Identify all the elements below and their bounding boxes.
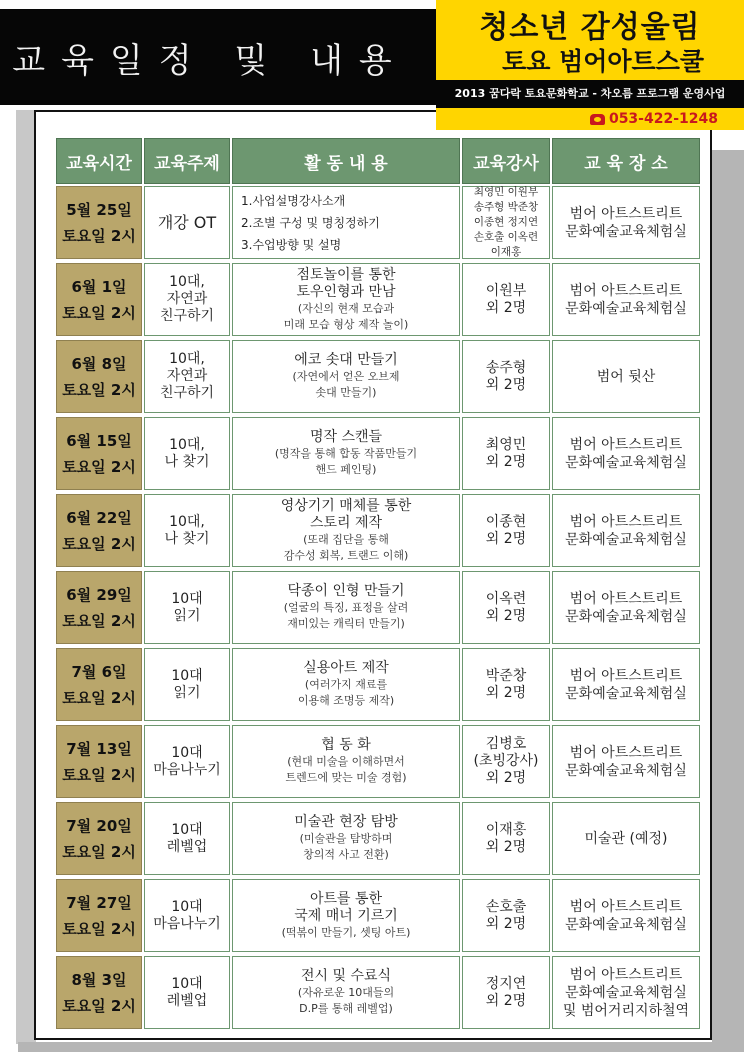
activity-description: 솟대 만들기) (315, 386, 377, 399)
activity-title: 에코 솟대 만들기 (294, 352, 398, 368)
activity-cell (232, 417, 460, 490)
time-cell (56, 186, 142, 259)
instructor-name: 외 2명 (485, 915, 527, 932)
theme-text: 10대 (171, 898, 203, 915)
theme-text: 10대, (169, 351, 205, 367)
theme-text: 10대 (171, 744, 203, 761)
session-date: 6월 8일 (71, 354, 127, 373)
instructor-name: 이옥련 (485, 590, 527, 607)
time-cell (56, 494, 142, 567)
activity-cell (232, 571, 460, 644)
place-text: 범어 아트스트리트 (569, 282, 683, 299)
brand-box (436, 0, 744, 130)
activity-description: (자연에서 얻은 오브제 (292, 370, 400, 383)
place-cell (552, 186, 700, 259)
table-header (56, 138, 700, 186)
instructor-name: 외 2명 (485, 992, 527, 1009)
theme-text: 마음나누기 (153, 761, 221, 778)
place-cell (552, 802, 700, 875)
theme-text: 읽기 (173, 684, 201, 701)
place-text: 문화예술교육체험실 (565, 223, 687, 240)
session-date: 6월 15일 (66, 431, 132, 450)
card-shadow-bottom (18, 1042, 738, 1052)
instructor-cell (462, 571, 550, 644)
activity-cell (232, 263, 460, 336)
place-text: 범어 아트스트리트 (569, 667, 683, 684)
header-time: 교육시간 (56, 138, 142, 184)
activity-description: (자신의 현재 모습과 (297, 301, 395, 315)
instructor-name: 외 2명 (485, 684, 527, 701)
session-date: 7월 27일 (66, 893, 132, 912)
instructor-name: 이종현 정지연 (473, 216, 539, 228)
activity-item: 2.조별 구성 및 명칭정하기 (241, 215, 380, 230)
instructor-cell (462, 186, 550, 259)
instructor-name: 최영민 (485, 436, 527, 453)
brand-title: 청소년 감성울림 (479, 10, 701, 45)
activity-description: (명작을 통해 합동 작품만들기 (274, 447, 418, 460)
place-cell (552, 263, 700, 336)
session-time: 토요일 2시 (62, 303, 136, 322)
place-text: 문화예술교육체험실 (565, 685, 687, 702)
theme-cell (144, 186, 230, 259)
session-time: 토요일 2시 (62, 765, 136, 784)
session-time: 토요일 2시 (62, 380, 136, 399)
place-text: 문화예술교육체험실 (565, 916, 687, 933)
table-row (56, 417, 700, 490)
theme-cell (144, 417, 230, 490)
session-time: 토요일 2시 (62, 842, 136, 861)
activity-description: (또래 집단을 통해 (303, 532, 389, 546)
instructor-name: 최영민 이원부 (473, 186, 539, 198)
instructor-cell (462, 648, 550, 721)
theme-cell (144, 725, 230, 798)
session-time: 토요일 2시 (62, 919, 136, 938)
instructor-name: 이종현 (485, 513, 527, 530)
activity-cell (232, 340, 460, 413)
header-instructor: 교육강사 (462, 138, 550, 184)
theme-text: 친구하기 (159, 385, 215, 401)
instructor-name: 외 2명 (485, 770, 527, 786)
card-shadow-right (712, 150, 744, 1052)
activity-title: 협 동 화 (321, 737, 371, 753)
activity-item: 1.사업설명강사소개 (241, 193, 346, 208)
time-cell (56, 802, 142, 875)
activity-description: 미래 모습 형상 제작 놀이) (283, 317, 409, 331)
theme-text: 자연과 (166, 291, 208, 307)
session-date: 7월 6일 (71, 662, 127, 681)
theme-text: 10대 (171, 975, 203, 992)
activity-description: (현대 미술을 이해하면서 (287, 755, 405, 768)
place-text: 범어 아트스트리트 (569, 966, 683, 983)
activity-title: 미술관 현장 탐방 (294, 814, 398, 830)
instructor-name: 송주형 박준창 (473, 201, 539, 213)
instructor-cell (462, 263, 550, 336)
session-date: 7월 13일 (66, 739, 132, 758)
session-date: 6월 1일 (71, 277, 127, 296)
instructor-name: 이원부 (485, 282, 527, 299)
theme-text: 친구하기 (159, 308, 215, 324)
session-date: 8월 3일 (71, 970, 127, 989)
instructor-name: 손호출 이옥련 (473, 231, 539, 243)
place-text: 문화예술교육체험실 (565, 454, 687, 471)
theme-text: 10대, (169, 436, 205, 453)
table-row (56, 879, 700, 952)
place-cell (552, 648, 700, 721)
activity-title: 명작 스캔들 (309, 429, 383, 445)
theme-text: 읽기 (173, 607, 201, 624)
session-date: 5월 25일 (66, 200, 132, 219)
place-text: 문화예술교육체험실 (565, 762, 687, 779)
instructor-name: 외 2명 (485, 376, 527, 393)
theme-cell (144, 571, 230, 644)
phone-text: 053-422-1248 (608, 111, 718, 127)
theme-text: 나 찾기 (164, 453, 210, 470)
place-cell (552, 494, 700, 567)
activity-cell (232, 879, 460, 952)
activity-description: (자유로운 10대들의 (297, 986, 395, 999)
time-cell (56, 340, 142, 413)
instructor-name: 송주형 (485, 359, 527, 376)
theme-text: 나 찾기 (164, 530, 210, 547)
instructor-cell (462, 879, 550, 952)
place-cell (552, 417, 700, 490)
activity-title: 점토놀이를 통한 (296, 266, 396, 283)
table-row (56, 725, 700, 798)
place-text: 및 범어거리지하철역 (562, 1002, 690, 1019)
theme-cell (144, 263, 230, 336)
activity-description: 재미있는 캐릭터 만들기) (287, 617, 405, 630)
session-time: 토요일 2시 (62, 688, 136, 707)
activity-cell (232, 802, 460, 875)
activity-cell (232, 186, 460, 259)
place-text: 범어 아트스트리트 (569, 590, 683, 607)
activity-title: 닥종이 인형 만들기 (287, 583, 405, 599)
activity-description: D.P를 통해 레벨업) (299, 1002, 393, 1015)
session-date: 6월 22일 (66, 508, 132, 527)
theme-text: 자연과 (166, 368, 208, 384)
header-theme: 교육주제 (144, 138, 230, 184)
time-cell (56, 263, 142, 336)
table-row (56, 648, 700, 721)
activity-title: 토우인형과 만남 (296, 283, 396, 300)
theme-text: 10대, (169, 513, 205, 530)
instructor-cell (462, 956, 550, 1029)
theme-text: 마음나누기 (153, 915, 221, 932)
activity-description: 창의적 사고 전환) (303, 848, 389, 861)
activity-title: 영상기기 매체를 통한 (280, 497, 412, 514)
table-row (56, 186, 700, 259)
instructor-name: 정지연 (485, 975, 527, 992)
instructor-name: 박준창 (485, 667, 527, 684)
program-strip: 2013 꿈다락 토요문화학교 - 차오름 프로그램 운영사업 (436, 80, 744, 108)
place-text: 범어 아트스트리트 (569, 513, 683, 530)
time-cell (56, 956, 142, 1029)
instructor-cell (462, 340, 550, 413)
title-banner (0, 9, 440, 105)
theme-cell (144, 879, 230, 952)
theme-cell (144, 956, 230, 1029)
activity-title: 실용아트 제작 (303, 660, 389, 676)
instructor-name: (초빙강사) (473, 753, 539, 769)
session-time: 토요일 2시 (62, 226, 136, 245)
theme-text: 10대 (171, 667, 203, 684)
theme-text: 10대 (171, 590, 203, 607)
page-title: 교육일정 및 내용 (12, 40, 408, 81)
activity-cell (232, 725, 460, 798)
activity-description: 핸드 페인팅) (315, 463, 377, 476)
telephone-icon (590, 114, 605, 125)
card-top-border (34, 110, 436, 112)
theme-text: 10대 (171, 821, 203, 838)
place-text: 문화예술교육체험실 (565, 608, 687, 625)
instructor-name: 외 2명 (485, 530, 527, 547)
time-cell (56, 417, 142, 490)
instructor-cell (462, 494, 550, 567)
phone-number (590, 109, 718, 129)
activity-item: 3.수업방향 및 설명 (241, 237, 342, 252)
activity-title: 국제 매너 기르기 (294, 907, 398, 924)
activity-cell (232, 494, 460, 567)
table-row (56, 571, 700, 644)
activity-title: 전시 및 수료식 (300, 968, 392, 984)
place-text: 범어 뒷산 (596, 368, 656, 385)
time-cell (56, 571, 142, 644)
session-time: 토요일 2시 (62, 996, 136, 1015)
session-time: 토요일 2시 (62, 534, 136, 553)
activity-description: 트렌드에 맞는 미술 경험) (285, 771, 407, 784)
header-activity: 활 동 내 용 (232, 138, 460, 184)
theme-cell (144, 802, 230, 875)
activity-description: (미술관을 탐방하며 (299, 832, 393, 845)
activity-description: (얼굴의 특징, 표정을 살려 (283, 601, 409, 614)
table-row (56, 340, 700, 413)
instructor-cell (462, 802, 550, 875)
instructor-name: 이재홍 (485, 821, 527, 838)
time-cell (56, 879, 142, 952)
place-text: 범어 아트스트리트 (569, 436, 683, 453)
session-date: 6월 29일 (66, 585, 132, 604)
instructor-cell (462, 725, 550, 798)
place-text: 문화예술교육체험실 (565, 300, 687, 317)
time-cell (56, 725, 142, 798)
theme-text: 10대, (169, 274, 205, 290)
place-text: 범어 아트스트리트 (569, 205, 683, 222)
theme-text: 레벨업 (166, 992, 208, 1009)
header-place: 교 육 장 소 (552, 138, 700, 184)
instructor-name: 외 2명 (485, 607, 527, 624)
place-text: 범어 아트스트리트 (569, 744, 683, 761)
activity-cell (232, 956, 460, 1029)
place-text: 문화예술교육체험실 (565, 984, 687, 1001)
activity-description: 감수성 회복, 트랜드 이해) (283, 548, 409, 562)
session-time: 토요일 2시 (62, 457, 136, 476)
card-shadow-left (16, 110, 36, 1044)
place-cell (552, 340, 700, 413)
theme-cell (144, 494, 230, 567)
activity-title: 아트를 통한 (309, 890, 383, 907)
theme-cell (144, 340, 230, 413)
instructor-name: 김병호 (485, 736, 527, 752)
place-text: 미술관 (예정) (584, 830, 668, 847)
activity-description: 이용해 조명등 제작) (297, 694, 395, 707)
place-cell (552, 571, 700, 644)
place-cell (552, 879, 700, 952)
place-text: 문화예술교육체험실 (565, 531, 687, 548)
instructor-name: 이재홍 (490, 246, 522, 258)
brand-subtitle: 토요 범어아트스쿨 (502, 47, 704, 76)
table-row (56, 802, 700, 875)
activity-description: (떡볶이 만들기, 셋팅 아트) (281, 925, 411, 939)
session-date: 7월 20일 (66, 816, 132, 835)
place-text: 범어 아트스트리트 (569, 898, 683, 915)
activity-title: 스토리 제작 (309, 514, 383, 531)
instructor-cell (462, 417, 550, 490)
session-time: 토요일 2시 (62, 611, 136, 630)
place-cell (552, 725, 700, 798)
instructor-name: 손호출 (485, 898, 527, 915)
activity-cell (232, 648, 460, 721)
activity-description: (여러가지 재료를 (304, 678, 388, 691)
table-row (56, 494, 700, 567)
theme-cell (144, 648, 230, 721)
theme-text: 개강 OT (157, 213, 217, 232)
place-cell (552, 956, 700, 1029)
instructor-name: 외 2명 (485, 838, 527, 855)
time-cell (56, 648, 142, 721)
table-row (56, 956, 700, 1029)
instructor-name: 외 2명 (485, 453, 527, 470)
instructor-name: 외 2명 (485, 299, 527, 316)
theme-text: 레벨업 (166, 838, 208, 855)
table-row (56, 263, 700, 336)
